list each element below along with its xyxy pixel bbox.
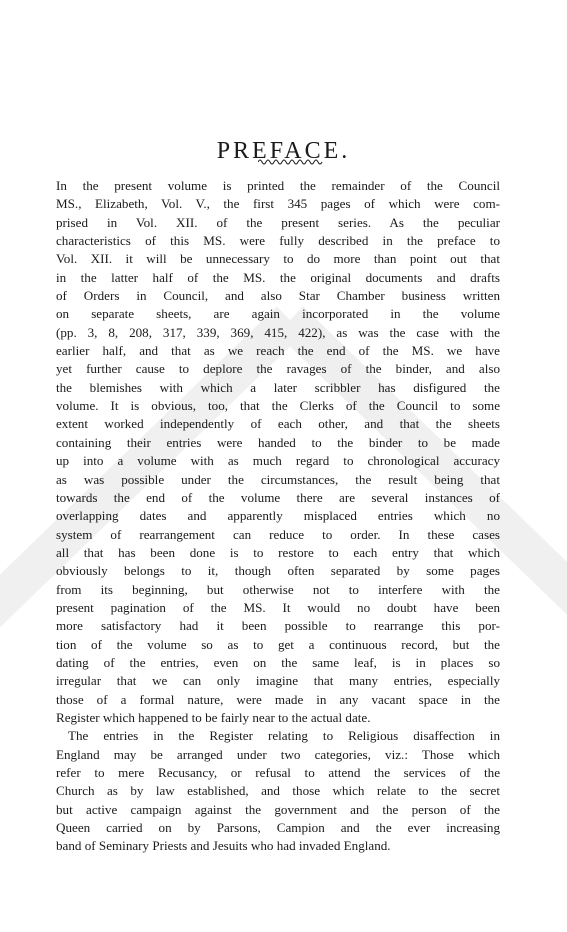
text-line: (pp. 3, 8, 208, 317, 339, 369, 415, 422), as was the case with the bbox=[56, 324, 500, 340]
page-title: PREFACE. bbox=[216, 138, 351, 165]
wavy-rule-ornament bbox=[258, 158, 324, 166]
text-line: as was possible under the circumstances, the result being that bbox=[56, 471, 500, 487]
text-line: towards the end of the volume there are several instances of bbox=[56, 489, 500, 505]
paragraph-2 bbox=[56, 727, 500, 855]
text-line: Register which happened to be fairly near to the actual date. bbox=[56, 709, 371, 725]
text-line: system of rearrangement can reduce to order. In these cases bbox=[56, 526, 500, 542]
text-line: containing their entries were handed to the binder to be made bbox=[56, 434, 500, 450]
text-line: from its beginning, but otherwise not to interfere with the bbox=[56, 581, 500, 597]
text-line: England may be arranged under two categories, viz.: Those which bbox=[56, 746, 500, 762]
text-line: Church as by law established, and those which relate to the secret bbox=[56, 783, 500, 799]
text-line: up into a volume with as much regard to chronological accuracy bbox=[56, 453, 500, 469]
text-line: more satisfactory had it been possible to rearrange this por- bbox=[56, 618, 500, 634]
text-line: The entries in the Register relating to Religious disaffection in bbox=[68, 728, 500, 744]
preface-body bbox=[56, 177, 500, 856]
text-line: irregular that we can only imagine that many entries, especially bbox=[56, 673, 500, 689]
text-line: those of a formal nature, were made in any vacant space in the bbox=[56, 691, 500, 707]
text-line: characteristics of this MS. were fully described in the preface to bbox=[56, 233, 500, 249]
text-line: in the latter half of the MS. the original documents and drafts bbox=[56, 269, 500, 285]
text-line: but active campaign against the government and the person of the bbox=[56, 801, 500, 817]
text-line: extent worked independently of each other, and that the sheets bbox=[56, 416, 500, 432]
text-line: In the present volume is printed the remainder of the Council bbox=[56, 178, 500, 193]
text-line: obviously belongs to it, though often separated by some pages bbox=[56, 563, 500, 579]
text-line: volume. It is obvious, too, that the Clerks of the Council to some bbox=[56, 398, 500, 414]
text-line: earlier half, and that as we reach the end of the MS. we have bbox=[56, 343, 500, 359]
text-line: on separate sheets, are again incorporated in the volume bbox=[56, 306, 500, 322]
text-line: all that has been done is to restore to each entry that which bbox=[56, 544, 500, 560]
text-line: refer to mere Recusancy, or refusal to attend the services of the bbox=[56, 765, 500, 780]
text-line: dating of the entries, even on the same leaf, is in places so bbox=[56, 654, 500, 670]
text-line: of Orders in Council, and also Star Chamber business written bbox=[56, 288, 500, 304]
text-line: Queen carried on by Parsons, Campion and the ever increasing bbox=[56, 820, 500, 836]
paragraph-1 bbox=[56, 177, 500, 727]
text-line: the blemishes with which a later scribbler has disfigured the bbox=[56, 379, 500, 395]
text-line: Vol. XII. it will be unnecessary to do more than point out that bbox=[56, 251, 500, 267]
text-line: present pagination of the MS. It would no doubt have been bbox=[56, 599, 500, 615]
text-line: band of Seminary Priests and Jesuits who had invaded England. bbox=[56, 838, 391, 854]
text-line: prised in Vol. XII. of the present series. As the peculiar bbox=[56, 214, 500, 230]
text-line: overlapping dates and apparently misplaced entries which no bbox=[56, 508, 500, 524]
text-line: yet further cause to deplore the ravages of the binder, and also bbox=[56, 361, 500, 377]
text-line: tion of the volume so as to get a continuous record, but the bbox=[56, 636, 500, 652]
text-line: MS., Elizabeth, Vol. V., the first 345 pages of which were com- bbox=[56, 196, 500, 212]
